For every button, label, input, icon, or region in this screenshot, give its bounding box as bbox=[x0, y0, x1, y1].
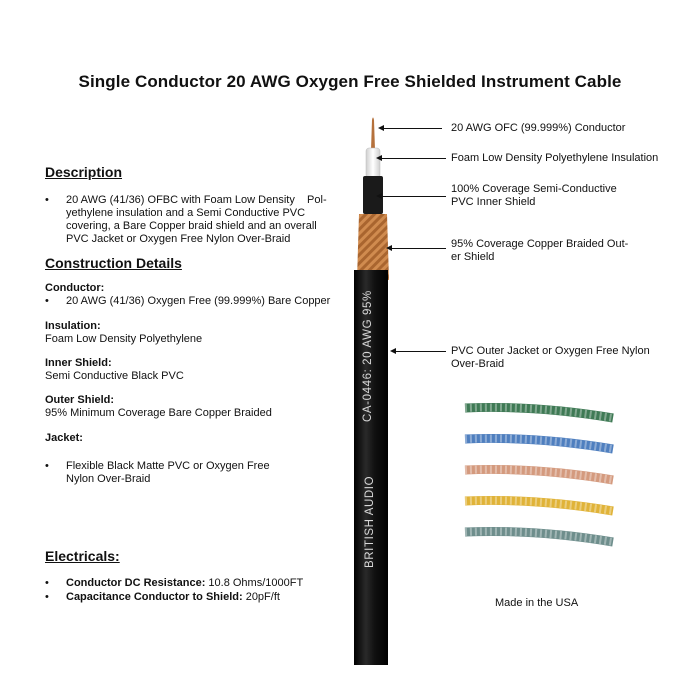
callout-line-text: 100% Coverage Semi-Conductive bbox=[451, 183, 617, 195]
callout-line-text: PVC Inner Shield bbox=[451, 196, 536, 208]
inner-shield-label: Inner Shield: bbox=[45, 357, 112, 369]
callout-line bbox=[392, 248, 446, 249]
outer-shield-label: Outer Shield: bbox=[45, 394, 115, 406]
arrow-icon bbox=[386, 245, 392, 251]
description-heading: Description bbox=[45, 164, 123, 180]
description-bullet: • bbox=[45, 194, 49, 206]
callout-line-text: 95% Coverage Copper Braided Out- bbox=[451, 238, 629, 250]
jacket-line: Nylon Over-Braid bbox=[66, 473, 151, 485]
description-line: covering, a Bare Copper braid shield and an overall bbox=[66, 220, 317, 232]
arrow-icon bbox=[376, 193, 382, 199]
jacket-item bbox=[45, 460, 345, 488]
insulation-label: Insulation: bbox=[45, 320, 101, 332]
cable-print-part: CA-0446: 20 AWG 95% bbox=[362, 290, 374, 422]
conductor-item bbox=[45, 295, 355, 309]
description-text bbox=[66, 194, 356, 246]
jacket-text bbox=[66, 460, 270, 486]
callout-line-text: Over-Braid bbox=[451, 358, 505, 370]
callout-line bbox=[384, 128, 442, 129]
cable-print-brand: BRITISH AUDIO bbox=[364, 475, 376, 568]
callout-conductor: 20 AWG OFC (99.999%) Conductor bbox=[451, 122, 626, 134]
callout-line-text: er Shield bbox=[451, 251, 495, 263]
callout-line-text: PVC Outer Jacket or Oxygen Free Nylon bbox=[451, 345, 650, 357]
callout-jacket bbox=[451, 345, 650, 371]
electricals-heading: Electricals: bbox=[45, 548, 120, 564]
insulation-value: Foam Low Density Polyethylene bbox=[45, 333, 203, 345]
bullet: • bbox=[45, 577, 49, 589]
conductor-value: 20 AWG (41/36) Oxygen Free (99.999%) Bare Copper bbox=[66, 295, 331, 307]
jacket-label: Jacket: bbox=[45, 432, 83, 444]
arrow-icon bbox=[390, 348, 396, 354]
jacket-line: Flexible Black Matte PVC or Oxygen Free bbox=[66, 460, 270, 472]
conductor-label: Conductor: bbox=[45, 282, 105, 294]
callout-line bbox=[396, 351, 446, 352]
callout-line bbox=[382, 196, 446, 197]
callout-insulation: Foam Low Density Polyethylene Insulation bbox=[451, 152, 659, 164]
resistance-label: Conductor DC Resistance: bbox=[66, 577, 206, 589]
cable-illustration bbox=[345, 110, 405, 670]
inner-shield-value: Semi Conductive Black PVC bbox=[45, 370, 184, 382]
description-line: PVC Jacket or Oxygen Free Nylon Over-Braid bbox=[66, 233, 291, 245]
resistance-value: 10.8 Ohms/1000FT bbox=[205, 577, 304, 589]
electrical-item bbox=[45, 577, 365, 591]
description-line: yethylene insulation and a Semi Conductive PVC bbox=[66, 207, 306, 219]
capacitance-value: 20pF/ft bbox=[242, 591, 280, 603]
made-in-label: Made in the USA bbox=[495, 597, 579, 609]
page-title: Single Conductor 20 AWG Oxygen Free Shielded Instrument Cable bbox=[78, 72, 622, 91]
outer-shield-value: 95% Minimum Coverage Bare Copper Braided bbox=[45, 407, 272, 419]
bullet: • bbox=[45, 295, 49, 307]
arrow-icon bbox=[376, 155, 382, 161]
capacitance-label: Capacitance Conductor to Shield: bbox=[66, 591, 243, 603]
bullet: • bbox=[45, 460, 49, 472]
description-line: 20 AWG (41/36) OFBC with Foam Low Density Pol- bbox=[66, 194, 327, 206]
arrow-icon bbox=[378, 125, 384, 131]
callout-outer-shield bbox=[451, 238, 628, 264]
braid-samples bbox=[455, 400, 625, 560]
construction-heading: Construction Details bbox=[45, 255, 182, 271]
insulation-layer bbox=[366, 148, 380, 178]
conductor-core bbox=[371, 118, 375, 151]
bullet: • bbox=[45, 591, 49, 603]
callout-line bbox=[382, 158, 446, 159]
callout-inner-shield bbox=[451, 183, 617, 209]
electrical-item bbox=[45, 591, 365, 605]
